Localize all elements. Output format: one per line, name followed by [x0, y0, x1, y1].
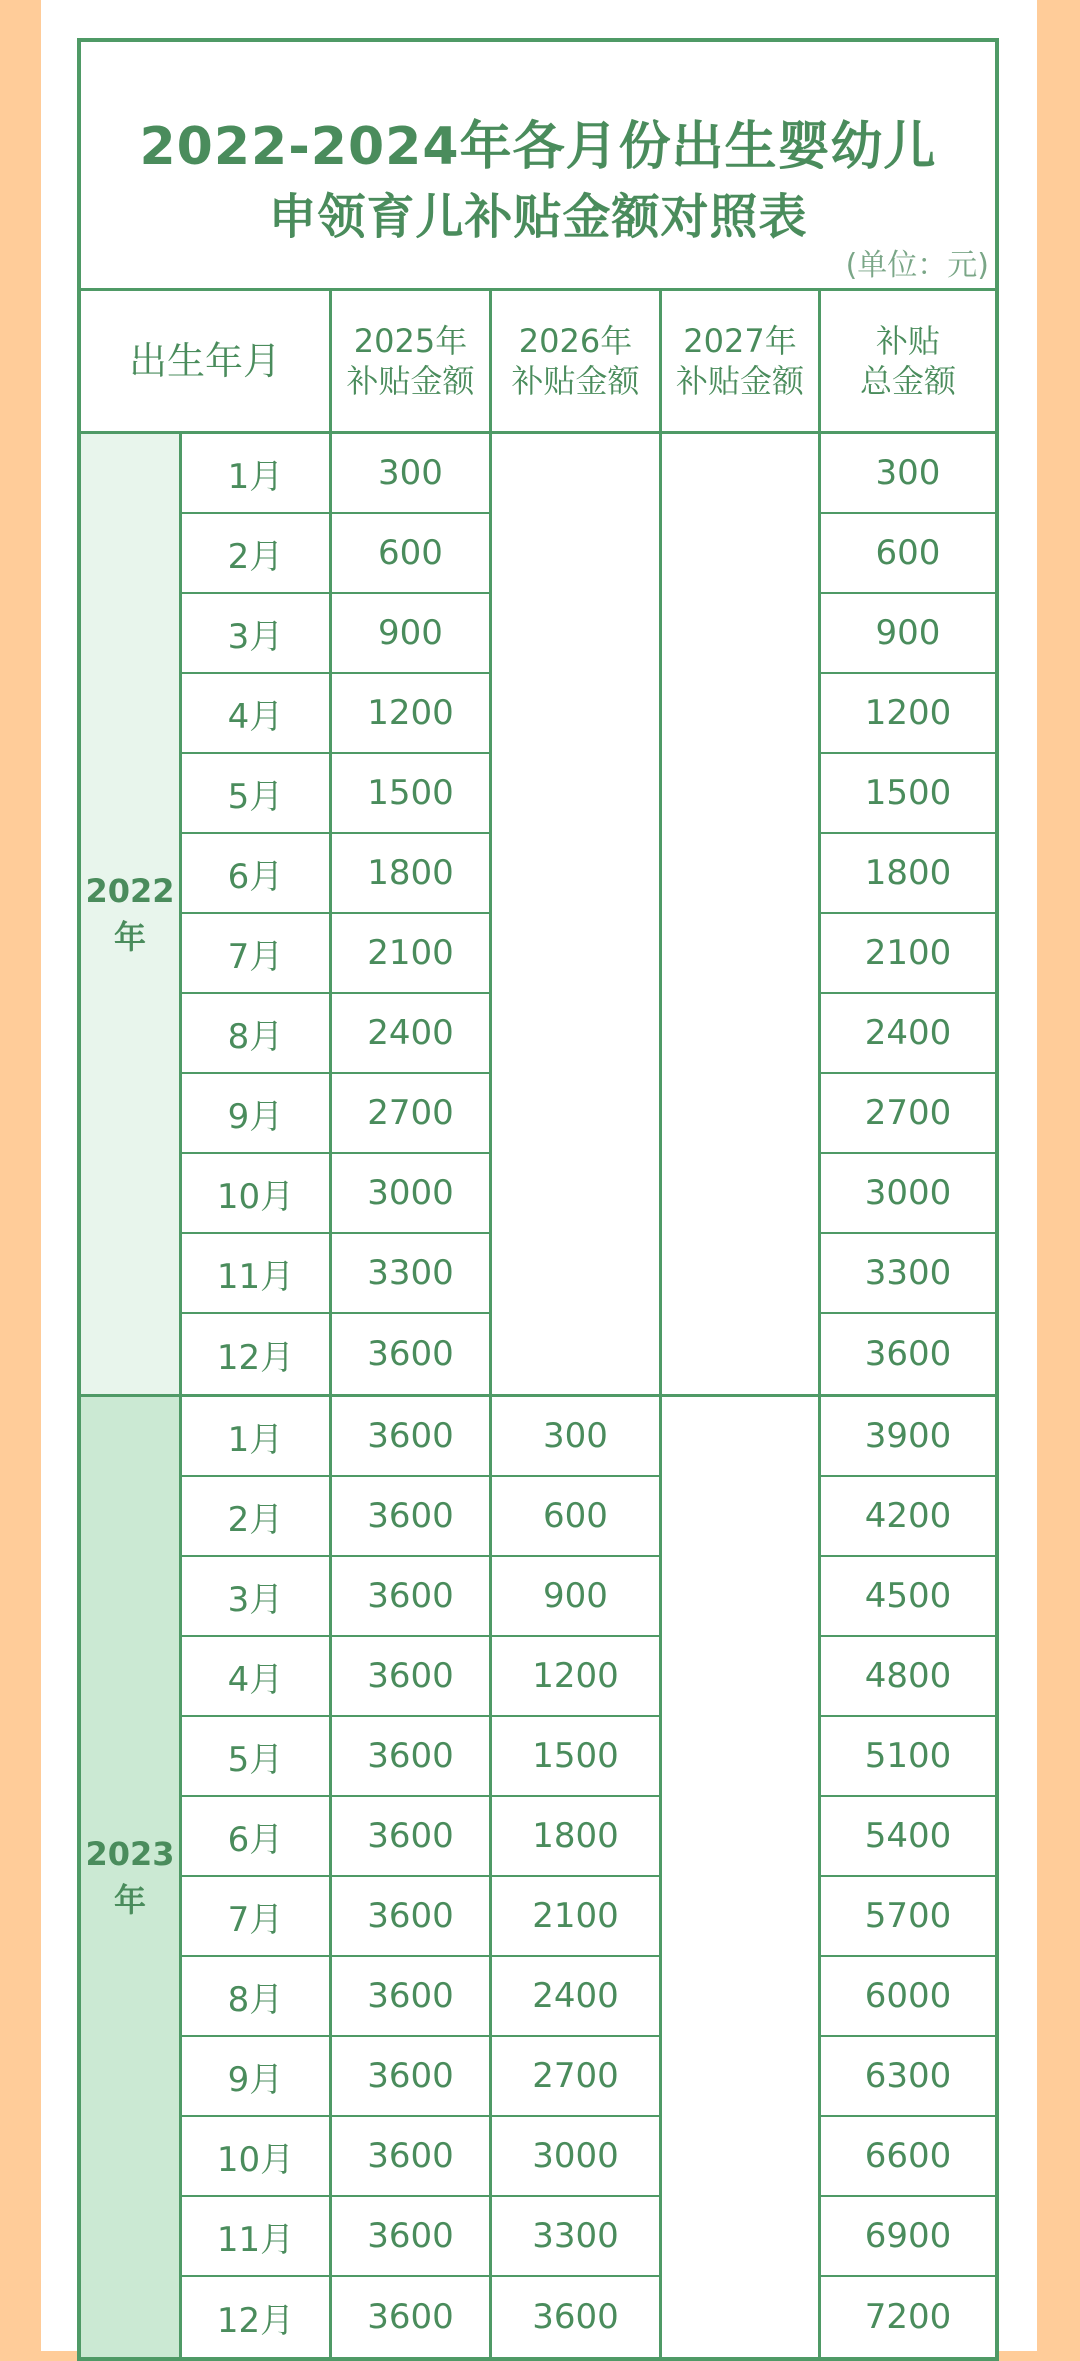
title-block	[81, 42, 995, 291]
header-total-amount: 补贴 总金额	[859, 322, 956, 400]
table-row	[182, 1234, 995, 1314]
month-cell: 4月	[182, 674, 332, 754]
amount-2025-cell: 3600	[332, 1397, 492, 1477]
table-row	[182, 1397, 995, 1477]
total-amount-cell: 4500	[821, 1557, 995, 1637]
total-amount-cell: 1500	[821, 754, 995, 834]
month-cell: 1月	[182, 1397, 332, 1477]
month-cell: 6月	[182, 1797, 332, 1877]
unit-note: (单位：元)	[845, 248, 989, 283]
amount-2026-cell	[492, 914, 662, 994]
amount-2025-cell: 2400	[332, 994, 492, 1074]
amount-2027-cell	[662, 994, 821, 1074]
total-amount-cell: 300	[821, 434, 995, 514]
amount-2027-cell	[662, 914, 821, 994]
amount-2025-cell: 3600	[332, 2277, 492, 2357]
amount-2025-cell: 3600	[332, 1717, 492, 1797]
month-cell: 8月	[182, 1957, 332, 2037]
table-row	[182, 754, 995, 834]
amount-2027-cell	[662, 1314, 821, 1394]
amount-2027-cell	[662, 754, 821, 834]
amount-2026-cell: 3000	[492, 2117, 662, 2197]
month-cell: 7月	[182, 914, 332, 994]
amount-2027-cell	[662, 1797, 821, 1877]
month-cell: 8月	[182, 994, 332, 1074]
amount-2026-cell: 600	[492, 1477, 662, 1557]
amount-2026-cell: 1200	[492, 1637, 662, 1717]
table-row	[182, 994, 995, 1074]
total-amount-cell: 900	[821, 594, 995, 674]
total-amount-cell: 4200	[821, 1477, 995, 1557]
year-block	[81, 434, 995, 1397]
table-row	[182, 2037, 995, 2117]
amount-2025-cell: 3600	[332, 1637, 492, 1717]
total-amount-cell: 4800	[821, 1637, 995, 1717]
table-row	[182, 1957, 995, 2037]
total-amount-cell: 3000	[821, 1154, 995, 1234]
amount-2025-cell: 900	[332, 594, 492, 674]
amount-2025-cell: 2100	[332, 914, 492, 994]
total-amount-cell: 1800	[821, 834, 995, 914]
amount-2027-cell	[662, 1234, 821, 1314]
amount-2027-cell	[662, 1154, 821, 1234]
table-row	[182, 434, 995, 514]
amount-2027-cell	[662, 2037, 821, 2117]
table-title-line2: 申领育儿补贴金额对照表	[268, 189, 808, 245]
month-cell: 7月	[182, 1877, 332, 1957]
amount-2026-cell: 2100	[492, 1877, 662, 1957]
table-row	[182, 1557, 995, 1637]
total-amount-cell: 6300	[821, 2037, 995, 2117]
amount-2026-cell	[492, 1234, 662, 1314]
amount-2025-cell: 3600	[332, 1314, 492, 1394]
header-birth-month: 出生年月	[81, 291, 332, 431]
total-amount-cell: 6900	[821, 2197, 995, 2277]
total-amount-cell: 6600	[821, 2117, 995, 2197]
amount-2026-cell	[492, 754, 662, 834]
month-cell: 11月	[182, 2197, 332, 2277]
amount-2025-cell: 3600	[332, 1477, 492, 1557]
amount-2026-cell	[492, 594, 662, 674]
total-amount-cell: 5400	[821, 1797, 995, 1877]
page-sheet	[41, 0, 1037, 2351]
total-amount-cell: 2100	[821, 914, 995, 994]
header-row	[81, 291, 995, 434]
amount-2026-cell	[492, 834, 662, 914]
amount-2027-cell	[662, 1877, 821, 1957]
amount-2026-cell	[492, 674, 662, 754]
total-amount-cell: 3600	[864, 1334, 952, 1374]
amount-2027-cell	[662, 2117, 821, 2197]
month-cell: 9月	[182, 2037, 332, 2117]
amount-2026-cell: 1500	[492, 1717, 662, 1797]
month-cell: 11月	[182, 1234, 332, 1314]
amount-2025-cell: 3600	[332, 1877, 492, 1957]
table-row	[182, 2197, 995, 2277]
total-amount-cell: 7200	[864, 2297, 952, 2337]
total-amount-cell: 2400	[821, 994, 995, 1074]
month-cell: 4月	[182, 1637, 332, 1717]
amount-2027-cell	[662, 2277, 821, 2357]
table-row	[182, 1314, 995, 1394]
month-cell: 1月	[182, 434, 332, 514]
month-cell: 10月	[182, 2117, 332, 2197]
amount-2026-cell: 300	[492, 1397, 662, 1477]
amount-2027-cell	[662, 434, 821, 514]
month-cell: 12月	[182, 1314, 332, 1394]
amount-2025-cell: 300	[332, 434, 492, 514]
amount-2027-cell	[662, 514, 821, 594]
month-cell: 3月	[182, 594, 332, 674]
amount-2026-cell: 3600	[492, 2277, 662, 2357]
amount-2025-cell: 3600	[332, 2117, 492, 2197]
table-row	[182, 834, 995, 914]
amount-2025-cell: 1200	[332, 674, 492, 754]
table-row	[182, 1797, 995, 1877]
amount-2026-cell	[492, 994, 662, 1074]
amount-2026-cell	[492, 434, 662, 514]
table-row	[182, 1637, 995, 1717]
amount-2026-cell: 1800	[492, 1797, 662, 1877]
amount-2025-cell: 3600	[332, 1957, 492, 2037]
table-row	[182, 2117, 995, 2197]
table-row	[182, 2277, 995, 2357]
table-row	[182, 1877, 995, 1957]
amount-2027-cell	[662, 1957, 821, 2037]
year-label: 2022 年	[81, 434, 182, 1394]
total-amount-cell: 6000	[821, 1957, 995, 2037]
month-cell: 5月	[182, 1717, 332, 1797]
amount-2025-cell: 600	[332, 514, 492, 594]
amount-2027-cell	[662, 1717, 821, 1797]
amount-2026-cell	[492, 1154, 662, 1234]
amount-2027-cell	[662, 1557, 821, 1637]
month-cell: 2月	[182, 1477, 332, 1557]
amount-2027-cell	[662, 594, 821, 674]
amount-2027-cell	[662, 1074, 821, 1154]
year-label: 2023 年	[81, 1397, 182, 2357]
subsidy-table	[77, 38, 999, 2361]
total-amount-cell: 3900	[821, 1397, 995, 1477]
month-cell: 5月	[182, 754, 332, 834]
amount-2027-cell	[662, 1477, 821, 1557]
amount-2026-cell	[492, 1314, 662, 1394]
header-2026-amount: 2026年 补贴金额	[492, 291, 662, 431]
amount-2026-cell: 3300	[492, 2197, 662, 2277]
amount-2026-cell: 2700	[492, 2037, 662, 2117]
month-cell: 10月	[182, 1154, 332, 1234]
amount-2026-cell: 2400	[492, 1957, 662, 2037]
header-2027-amount: 2027年 补贴金额	[662, 291, 821, 431]
total-amount-cell: 5700	[821, 1877, 995, 1957]
amount-2027-cell	[662, 834, 821, 914]
amount-2026-cell	[492, 514, 662, 594]
table-row	[182, 1717, 995, 1797]
amount-2025-cell: 3600	[332, 1557, 492, 1637]
total-amount-cell: 600	[821, 514, 995, 594]
amount-2025-cell: 3600	[332, 2197, 492, 2277]
table-title-line1: 2022-2024年各月份出生婴幼儿	[139, 117, 937, 177]
table-row	[182, 1074, 995, 1154]
amount-2025-cell: 3000	[332, 1154, 492, 1234]
amount-2025-cell: 1500	[332, 754, 492, 834]
month-cell: 3月	[182, 1557, 332, 1637]
header-2025-amount: 2025年 补贴金额	[332, 291, 492, 431]
total-amount-cell: 3300	[821, 1234, 995, 1314]
month-cell: 6月	[182, 834, 332, 914]
month-cell: 9月	[182, 1074, 332, 1154]
table-row	[182, 674, 995, 754]
month-cell: 2月	[182, 514, 332, 594]
table-row	[182, 594, 995, 674]
amount-2026-cell: 900	[492, 1557, 662, 1637]
total-amount-cell: 5100	[821, 1717, 995, 1797]
total-amount-cell: 2700	[821, 1074, 995, 1154]
month-cell: 12月	[182, 2277, 332, 2357]
table-row	[182, 1477, 995, 1557]
amount-2025-cell: 2700	[332, 1074, 492, 1154]
amount-2027-cell	[662, 2197, 821, 2277]
table-row	[182, 914, 995, 994]
table-row	[182, 1154, 995, 1234]
total-amount-cell: 1200	[821, 674, 995, 754]
amount-2025-cell: 3600	[332, 1797, 492, 1877]
amount-2025-cell: 3600	[332, 2037, 492, 2117]
amount-2027-cell	[662, 674, 821, 754]
amount-2027-cell	[662, 1637, 821, 1717]
amount-2027-cell	[662, 1397, 821, 1477]
amount-2025-cell: 3300	[332, 1234, 492, 1314]
amount-2026-cell	[492, 1074, 662, 1154]
amount-2025-cell: 1800	[332, 834, 492, 914]
table-body	[81, 434, 995, 2357]
year-block	[81, 1397, 995, 2357]
table-row	[182, 514, 995, 594]
